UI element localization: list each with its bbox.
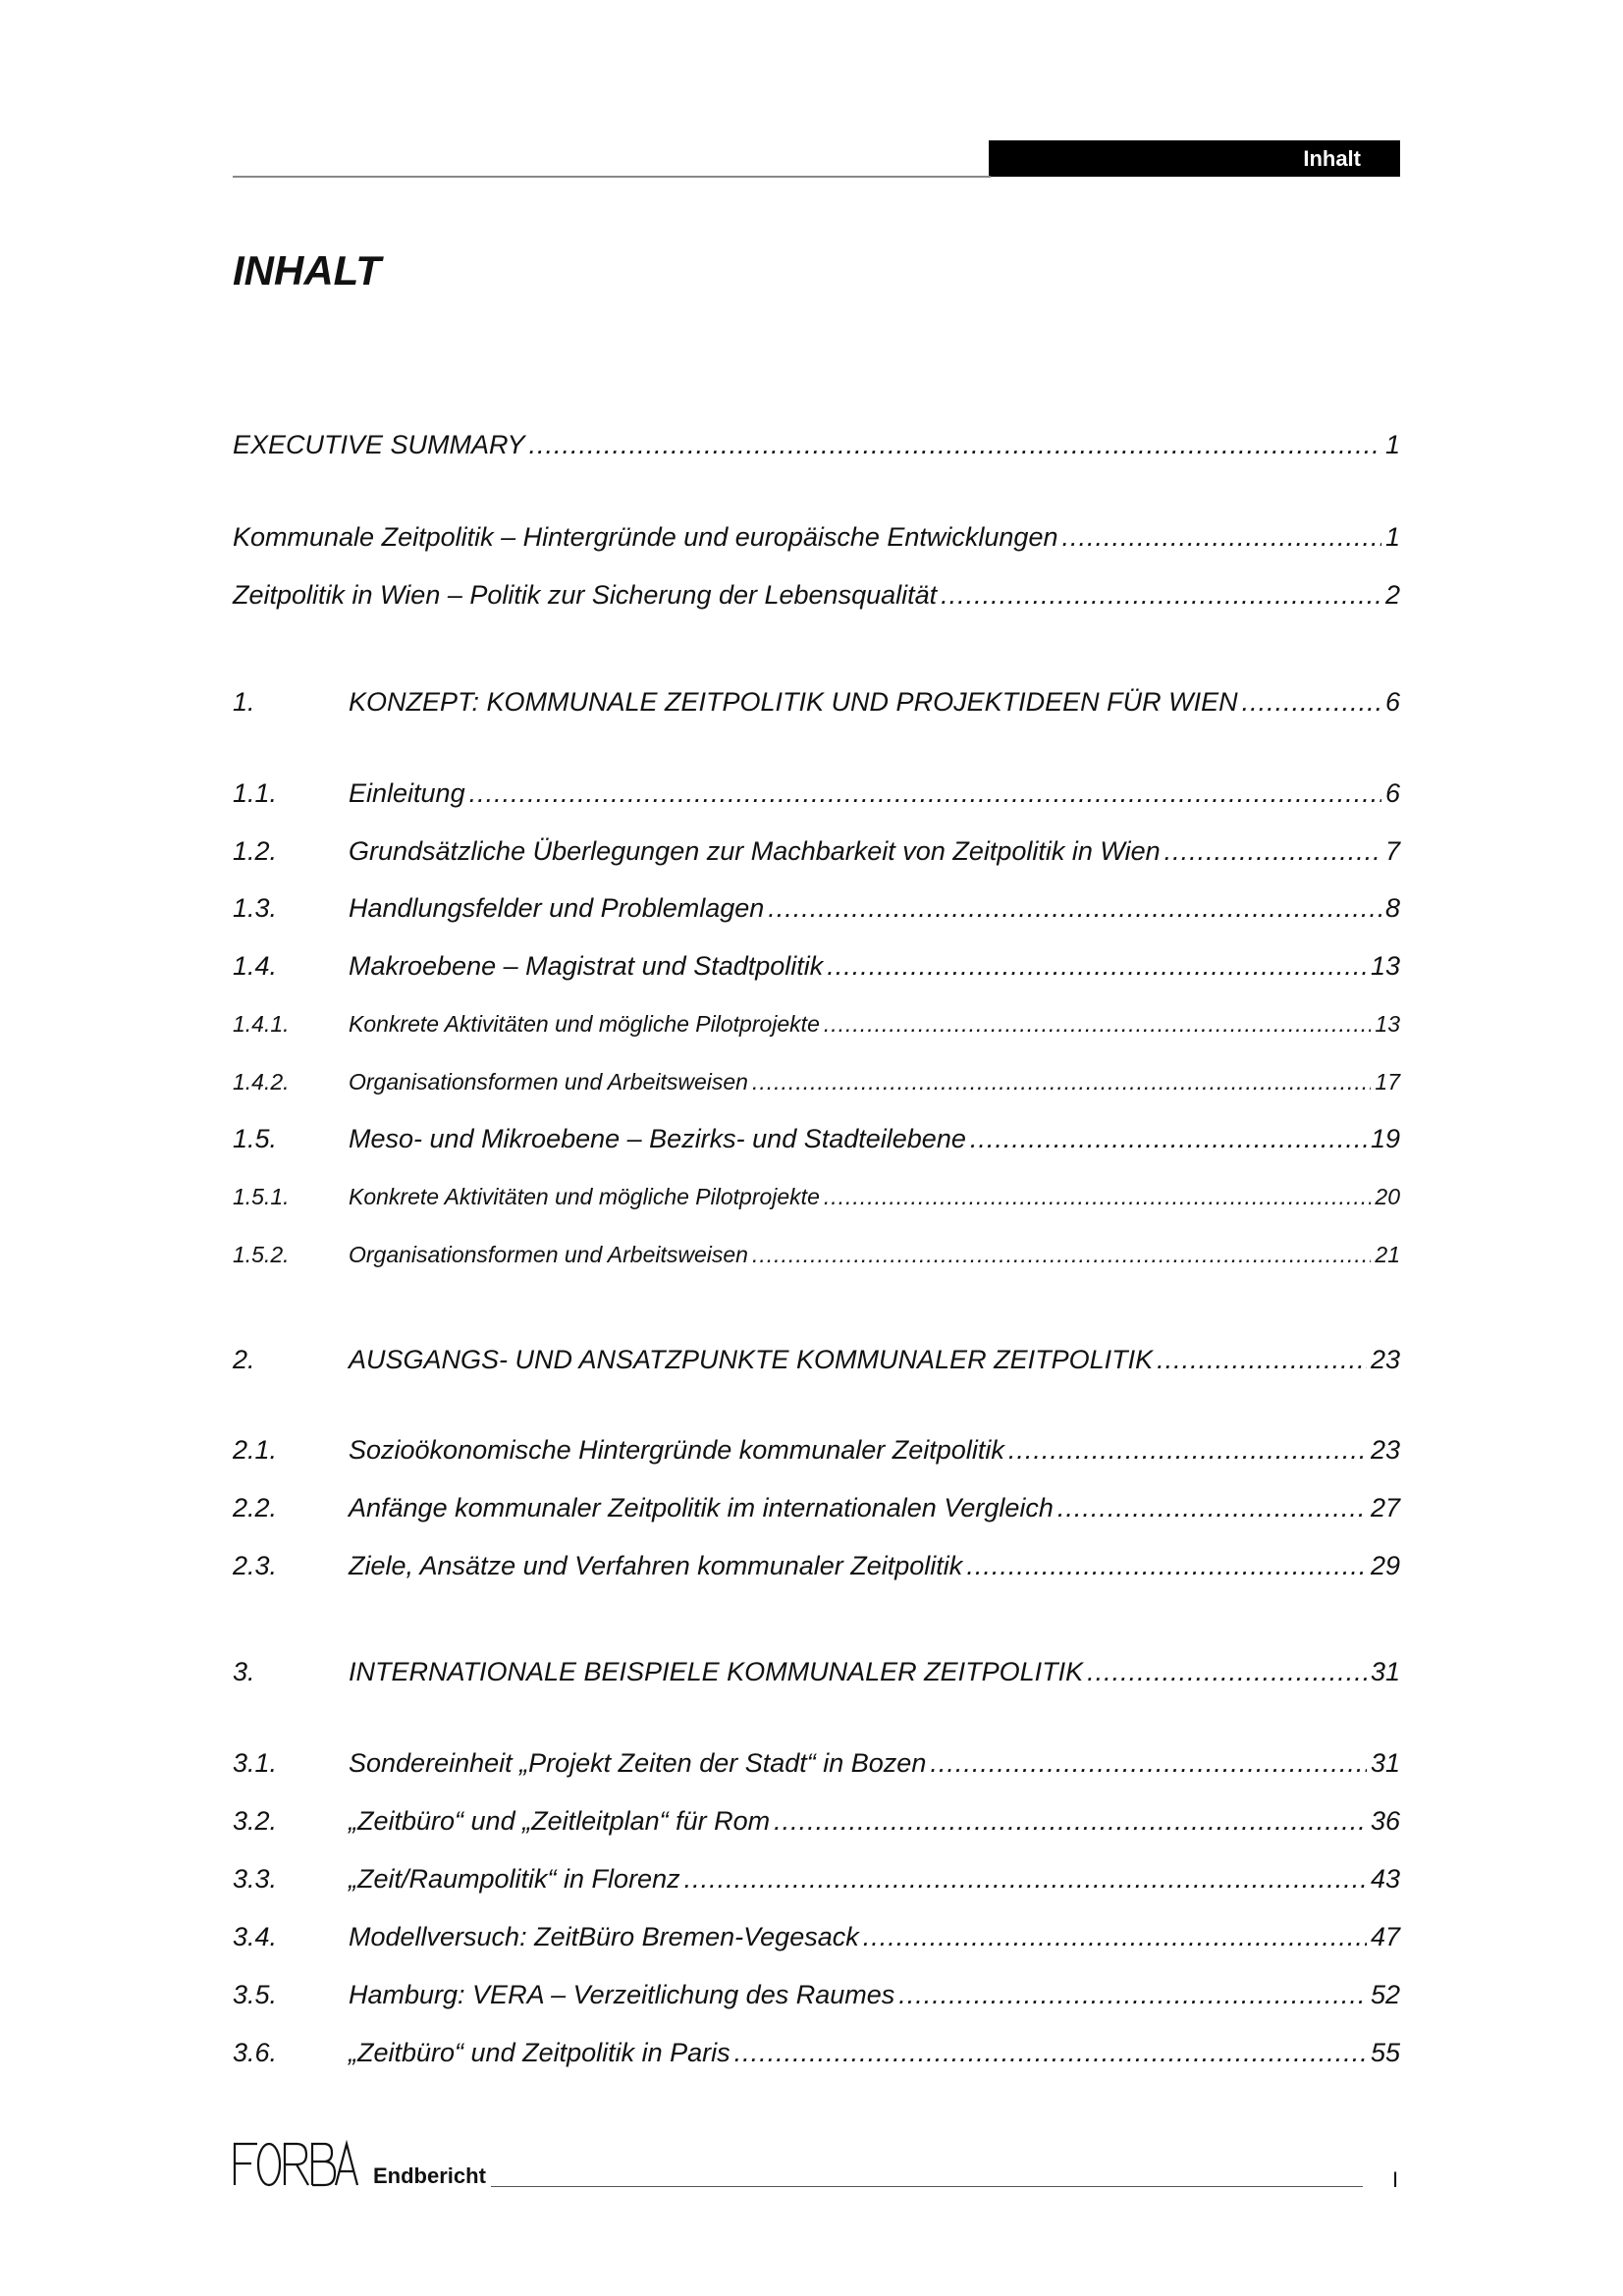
toc-leader-dots xyxy=(1242,687,1381,718)
toc-entry[interactable] xyxy=(233,430,1400,460)
toc-entry-page: 21 xyxy=(1375,1242,1400,1267)
toc-entry-title: Konkrete Aktivitäten und mögliche Pilotprojekte xyxy=(349,1184,820,1209)
footer-page-number: I xyxy=(1392,2167,1399,2192)
toc-leader-dots xyxy=(824,1011,1372,1038)
toc-leader-dots xyxy=(752,1242,1371,1268)
toc-entry-title: Ziele, Ansätze und Verfahren kommunaler Zeitpolitik xyxy=(349,1551,963,1580)
toc-leader-dots xyxy=(1057,1493,1367,1523)
toc-entry-page: 31 xyxy=(1370,1657,1400,1686)
toc-entry-number: 1.3. xyxy=(233,893,278,923)
toc-entry-number: 1.4.2. xyxy=(233,1069,290,1095)
toc-leader-dots xyxy=(774,1806,1367,1837)
toc-entry-page: 23 xyxy=(1370,1435,1400,1465)
toc-entry-page: 8 xyxy=(1384,893,1400,923)
toc-entry[interactable] xyxy=(233,1864,1400,1895)
toc-leader-dots xyxy=(529,430,1381,460)
toc-entry-number: 3.1. xyxy=(233,1748,278,1778)
toc-leader-dots xyxy=(941,580,1381,611)
toc-entry-page: 13 xyxy=(1370,951,1400,981)
toc-leader-dots xyxy=(966,1551,1367,1581)
toc-entry-number: 2. xyxy=(233,1345,255,1374)
toc-entry-page: 1 xyxy=(1384,430,1400,459)
toc-entry-page: 2 xyxy=(1384,580,1400,610)
toc-entry-title: Zeitpolitik in Wien – Politik zur Sicherung der Lebensqualität xyxy=(233,580,938,610)
toc-entry-number: 2.1. xyxy=(233,1435,278,1465)
toc-leader-dots xyxy=(898,1980,1367,2010)
toc-entry[interactable] xyxy=(233,1657,1400,1687)
toc-entry-title: Organisationsformen und Arbeitsweisen xyxy=(349,1069,748,1095)
toc-entry-page: 6 xyxy=(1384,687,1400,717)
toc-entry[interactable] xyxy=(233,522,1400,553)
toc-entry[interactable] xyxy=(233,1806,1400,1837)
toc-entry[interactable] xyxy=(233,1124,1400,1154)
toc-entry[interactable] xyxy=(233,1069,1400,1095)
toc-entry-page: 52 xyxy=(1370,1980,1400,2009)
toc-entry-page: 1 xyxy=(1384,522,1400,552)
toc-entry[interactable] xyxy=(233,2038,1400,2068)
toc-entry-number: 3.3. xyxy=(233,1864,278,1894)
header-section-tab xyxy=(989,140,1400,177)
toc-entry[interactable] xyxy=(233,1980,1400,2010)
toc-leader-dots xyxy=(684,1864,1367,1895)
toc-entry-number: 1.5.1. xyxy=(233,1184,290,1209)
toc-leader-dots xyxy=(824,1184,1372,1210)
toc-leader-dots xyxy=(930,1748,1367,1779)
toc-entry-number: 1.1. xyxy=(233,778,278,808)
toc-leader-dots xyxy=(768,893,1381,924)
forba-logo-icon xyxy=(232,2140,359,2187)
toc-entry[interactable] xyxy=(233,1748,1400,1779)
toc-entry-page: 36 xyxy=(1370,1806,1400,1836)
toc-entry-title: Makroebene – Magistrat und Stadtpolitik xyxy=(349,951,824,981)
toc-entry-title: KONZEPT: KOMMUNALE ZEITPOLITIK UND PROJEKTIDEEN FÜR WIEN xyxy=(349,687,1238,717)
toc-entry-page: 23 xyxy=(1370,1345,1400,1374)
toc-entry-title: Konkrete Aktivitäten und mögliche Pilotprojekte xyxy=(349,1011,820,1037)
header-section-label: Inhalt xyxy=(1303,145,1361,171)
toc-leader-dots xyxy=(734,2038,1367,2068)
toc-entry-page: 20 xyxy=(1375,1184,1400,1209)
toc-entry-title: „Zeit/Raumpolitik“ in Florenz xyxy=(349,1864,680,1894)
toc-entry[interactable] xyxy=(233,836,1400,867)
toc-entry-number: 1.2. xyxy=(233,836,278,866)
toc-entry-title: Grundsätzliche Überlegungen zur Machbarkeit von Zeitpolitik in Wien xyxy=(349,836,1161,866)
toc-entry-title: Handlungsfelder und Problemlagen xyxy=(349,893,765,923)
toc-entry-page: 19 xyxy=(1370,1124,1400,1153)
toc-entry-title: Sozioökonomische Hintergründe kommunaler Zeitpolitik xyxy=(349,1435,1004,1465)
toc-entry-title: Einleitung xyxy=(349,778,465,808)
toc-entry[interactable] xyxy=(233,1184,1400,1210)
toc-entry[interactable] xyxy=(233,1011,1400,1038)
toc-entry-title: Modellversuch: ZeitBüro Bremen-Vegesack xyxy=(349,1922,859,1951)
toc-entry[interactable] xyxy=(233,893,1400,924)
toc-leader-dots xyxy=(1087,1657,1367,1687)
toc-leader-dots xyxy=(970,1124,1367,1154)
page-title: INHALT xyxy=(233,247,381,294)
toc-entry-title: Hamburg: VERA – Verzeitlichung des Raumes xyxy=(349,1980,895,2009)
footer-rule xyxy=(491,2186,1363,2187)
toc-entry-title: Organisationsformen und Arbeitsweisen xyxy=(349,1242,748,1267)
toc-entry-number: 3.2. xyxy=(233,1806,278,1836)
toc-entry-number: 1.5.2. xyxy=(233,1242,290,1267)
toc-entry[interactable] xyxy=(233,1242,1400,1268)
toc-entry[interactable] xyxy=(233,1493,1400,1523)
toc-entry-number: 3.5. xyxy=(233,1980,278,2009)
toc-entry-page: 31 xyxy=(1370,1748,1400,1778)
toc-entry-number: 2.3. xyxy=(233,1551,278,1580)
toc-entry-page: 6 xyxy=(1384,778,1400,808)
toc-entry-title: INTERNATIONALE BEISPIELE KOMMUNALER ZEITPOLITIK xyxy=(349,1657,1084,1686)
toc-entry-title: AUSGANGS- UND ANSATZPUNKTE KOMMUNALER ZEITPOLITIK xyxy=(349,1345,1154,1374)
toc-entry[interactable] xyxy=(233,1922,1400,1952)
toc-entry-number: 2.2. xyxy=(233,1493,278,1522)
toc-leader-dots xyxy=(1061,522,1380,553)
toc-leader-dots xyxy=(469,778,1381,809)
toc-entry-number: 1. xyxy=(233,687,255,717)
toc-entry-title: Kommunale Zeitpolitik – Hintergründe und europäische Entwicklungen xyxy=(233,522,1058,552)
toc-entry-page: 17 xyxy=(1375,1069,1400,1095)
toc-entry-title: „Zeitbüro“ und Zeitpolitik in Paris xyxy=(349,2038,730,2067)
toc-entry-number: 3.6. xyxy=(233,2038,278,2067)
toc-entry-page: 55 xyxy=(1370,2038,1400,2067)
footer-report-label: Endbericht xyxy=(373,2163,486,2188)
toc-entry[interactable] xyxy=(233,580,1400,611)
toc-entry-number: 1.5. xyxy=(233,1124,278,1153)
toc-entry[interactable] xyxy=(233,1345,1400,1375)
toc-entry-title: EXECUTIVE SUMMARY xyxy=(233,430,525,459)
toc-entry-number: 1.4.1. xyxy=(233,1011,290,1037)
toc-entry[interactable] xyxy=(233,1551,1400,1581)
toc-entry-page: 47 xyxy=(1370,1922,1400,1951)
toc-entry[interactable] xyxy=(233,778,1400,809)
toc-entry[interactable] xyxy=(233,1435,1400,1466)
toc-entry-title: „Zeitbüro“ und „Zeitleitplan“ für Rom xyxy=(349,1806,771,1836)
toc-leader-dots xyxy=(1157,1345,1367,1375)
toc-entry-number: 3.4. xyxy=(233,1922,278,1951)
toc-entry-number: 3. xyxy=(233,1657,255,1686)
toc-entry-page: 43 xyxy=(1370,1864,1400,1894)
toc-leader-dots xyxy=(1164,836,1381,867)
toc-leader-dots xyxy=(752,1069,1371,1095)
toc-leader-dots xyxy=(827,951,1367,982)
toc-leader-dots xyxy=(1008,1435,1367,1466)
toc-entry-title: Sondereinheit „Projekt Zeiten der Stadt“ in Bozen xyxy=(349,1748,927,1778)
toc-entry-title: Meso- und Mikroebene – Bezirks- und Stadteilebene xyxy=(349,1124,966,1153)
toc-entry-page: 7 xyxy=(1384,836,1400,866)
toc-leader-dots xyxy=(863,1922,1367,1952)
toc-entry[interactable] xyxy=(233,687,1400,718)
toc-entry-page: 13 xyxy=(1375,1011,1400,1037)
toc-entry-title: Anfänge kommunaler Zeitpolitik im internationalen Vergleich xyxy=(349,1493,1054,1522)
header-rule xyxy=(233,176,991,178)
toc-entry-page: 27 xyxy=(1370,1493,1400,1522)
toc-entry-page: 29 xyxy=(1370,1551,1400,1580)
toc-entry-number: 1.4. xyxy=(233,951,278,981)
toc-entry[interactable] xyxy=(233,951,1400,982)
